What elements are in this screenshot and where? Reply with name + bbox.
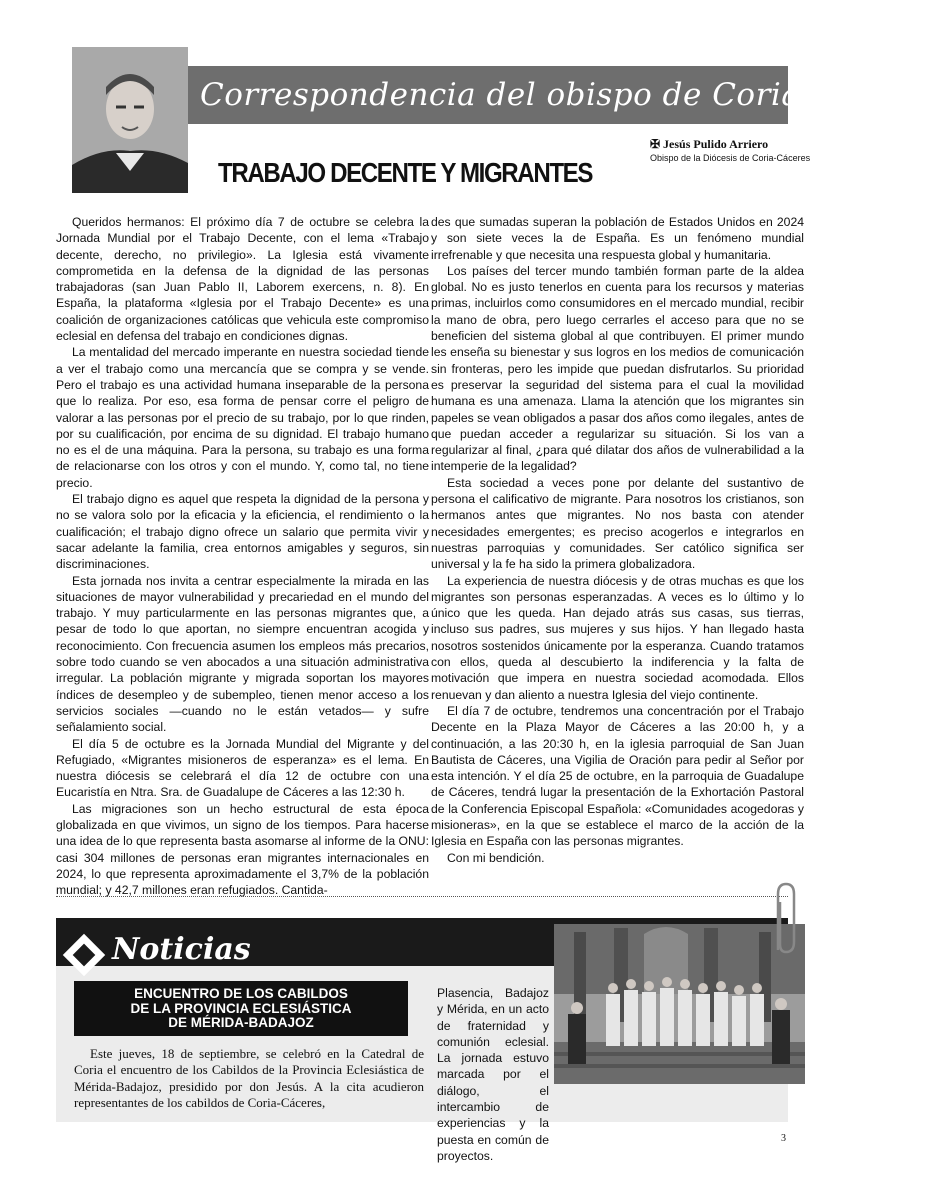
news-photo xyxy=(554,924,805,1084)
article-column-left xyxy=(56,214,429,898)
author-block xyxy=(650,137,811,163)
author-name: ✠ Jesús Pulido Arriero xyxy=(650,137,769,151)
article-headline: TRABAJO DECENTE Y MIGRANTES xyxy=(218,157,593,188)
paragraph: Queridos hermanos: El próximo día 7 de octubre se celebra la Jornada Mundial por el Trabajo Decente, con el lema «Trabajo decente, derecho, no privilegio». La Iglesia está vivamente comprometida en la defensa de la dignidad de las personas trabajadoras (san Juan Pablo II, Laborem exercens, n. 8). En España, la plataforma «Iglesia por el Trabajo Decente» es una coalición de organizaciones católicas que vehicula este compromiso eclesial en defensa del trabajo en condiciones dignas. xyxy=(56,215,429,344)
news-headline-line: ENCUENTRO DE LOS CABILDOS xyxy=(134,986,348,1001)
section-title: Correspondencia del obispo de Coria-Cáceres xyxy=(200,77,942,113)
news-body-right: Plasencia, Badajoz y Mérida, en un acto de fraternidad y comunión eclesial. La jornada estuvo marcada por el diálogo, el intercambio de experiencias y la puesta en común de proyectos. xyxy=(437,986,549,1163)
paragraph: El trabajo digno es aquel que respeta la dignidad de la persona y no se valora solo por la eficacia y la eficiencia, el rendimiento o la cualificación; el trabajo digno ofrece un salario que permita vivir y sacar adelante la familia, crea entornos amigables y seguros, sin discriminaciones. xyxy=(56,492,429,572)
news-headline-line: DE LA PROVINCIA ECLESIÁSTICA xyxy=(130,1000,352,1016)
paragraph: La mentalidad del mercado imperante en nuestra sociedad tiende a ver el trabajo como una mercancía que se compra y se vende. Pero el trabajo es una actividad humana inseparable de la persona que lo realiza. Por eso, esa forma de pensar corre el peligro de valorar a las personas por el precio de su trabajo, por lo que rinden, por su cualificación, por encima de su dignidad. El trabajo humano no es el de una máquina. Para la persona, su trabajo es una forma de relacionarse con los otros y con el mundo. Y, como tal, no tiene precio. xyxy=(56,345,429,490)
paragraph: Los países del tercer mundo también forman parte de la aldea global. No es justo tenerlos en cuenta para los recursos y materias primas, incluirlos como consumidores en el mercado mundial, recibir la mano de obra, pero luego cerrarles el acceso para que no se beneficien del sistema global al que contribuyen. El primer mundo les enseña su bienestar y sus logros en los medios de comunicación sin fronteras, pero les impide que puedan disfrutarlos. Su prioridad es preservar la seguridad del sistema para el cual la movilidad humana es una amenaza. Llama la atención que los migrantes sin papeles se vean obligados a pasar dos años como ilegales, antes de que puedan acceder a regularizar su situación. Si los van a regularizar al final, ¿para qué dilatar dos años de vulnerabilidad a la intemperie de la legalidad? xyxy=(431,263,804,474)
paperclip-icon xyxy=(770,880,800,960)
article-column-right xyxy=(431,214,804,866)
page-number: 3 xyxy=(781,1133,786,1144)
closing-line: Con mi bendición. xyxy=(447,850,545,865)
paragraph: Esta jornada nos invita a centrar especialmente la mirada en las situaciones de mayor vulnerabilidad y precariedad en el mundo del trabajo. Y muy particularmente en las personas migrantes que, a pesar de todo lo que aportan, no siempre encuentran acogida y reconocimiento. Con frecuencia asumen los empleos más precarios, sobre todo cuando se ven abocados a una situación administrativa irregular. La población migrante y migrada soportan los mayores índices de desempleo y de subempleo, tienen menor acceso a los servicios sociales —cuando no le están vetados— y sufre señalamiento social. xyxy=(56,573,429,735)
paragraph: des que sumadas superan la población de Estados Unidos en 2024 y son siete veces la de España. Es un fenómeno mundial irrefrenable y que necesita una respuesta global y humanitaria. xyxy=(431,215,804,262)
paragraph: El día 5 de octubre es la Jornada Mundial del Migrante y del Refugiado, «Migrantes misioneros de esperanza» es el lema. En nuestra diócesis se celebrará el día 12 de octubre con una Eucaristía en Ntra. Sra. de Guadalupe de Cáceres a las 12:30 h. xyxy=(56,736,429,800)
author-role: Obispo de la Diócesis de Coria-Cáceres xyxy=(650,153,811,163)
paragraph: La experiencia de nuestra diócesis y de otras muchas es que los migrantes son personas esperanzadas. A veces es lo último y lo único que les queda. Han dejado atrás sus casas, sus tierras, incluso sus padres, sus mujeres y sus hijos. Y han llegado hasta nosotros sostenidos únicamente por la esperanza. Cuando tratamos con ellos, queda al descubierto la indiferencia y la falta de motivación que impera en nuestra sociedad acomodada. Ellos renuevan y dan aliento a nuestra Iglesia del viejo continente. xyxy=(431,573,804,702)
news-body-left: Este jueves, 18 de septiembre, se celebró en la Catedral de Coria el encuentro de los Cabildos de la Provincia Eclesiástica de Mérida-Badajoz, presidido por don Jesús. A la cita acudieron representantes de los cabildos de Coria-Cáceres, xyxy=(74,1046,424,1110)
paragraph: Las migraciones son un hecho estructural de esta época globalizada en que vivimos, un signo de los tiempos. Para hacerse una idea de lo que representa basta asomarse al informe de la ONU: casi 304 millones de personas eran migrantes internacionales en 2024, lo que representa aproximadamente el 3,7% de la población mundial; y 42,7 millones eran refugiados. Cantida- xyxy=(56,801,429,898)
divider xyxy=(56,896,788,897)
news-headline xyxy=(74,981,408,1036)
news-section-label: Noticias xyxy=(112,932,251,967)
paragraph: Esta sociedad a veces pone por delante del sustantivo de persona el calificativo de migrante. Para nosotros los cristianos, son hermanos antes que migrantes. No nos basta con atender necesidades emergentes; es preciso acogerlos e integrarlos en nuestras parroquias y comunidades. Ser católico significa ser universal y la fe ha sido la primera globalizadora. xyxy=(431,475,804,572)
news-headline-line: DE MÉRIDA-BADAJOZ xyxy=(168,1015,314,1030)
paragraph: El día 7 de octubre, tendremos una concentración por el Trabajo Decente en la Plaza Mayor de Cáceres a las 20:00 h, y a continuación, a las 20:30 h, en la iglesia parroquial de San Juan Bautista de Cáceres, una Vigilia de Oración para pedir al Señor por esta intención. Y el día 25 de octubre, en la parroquia de Guadalupe de Cáceres, tendrá lugar la presentación de la Exhortación Pastoral de la Conferencia Episcopal Española: «Comunidades acogedoras y misioneras», en la que se establece el marco de la acción de la Iglesia en España con las personas migrantes. xyxy=(431,703,804,849)
bishop-portrait xyxy=(72,47,188,193)
